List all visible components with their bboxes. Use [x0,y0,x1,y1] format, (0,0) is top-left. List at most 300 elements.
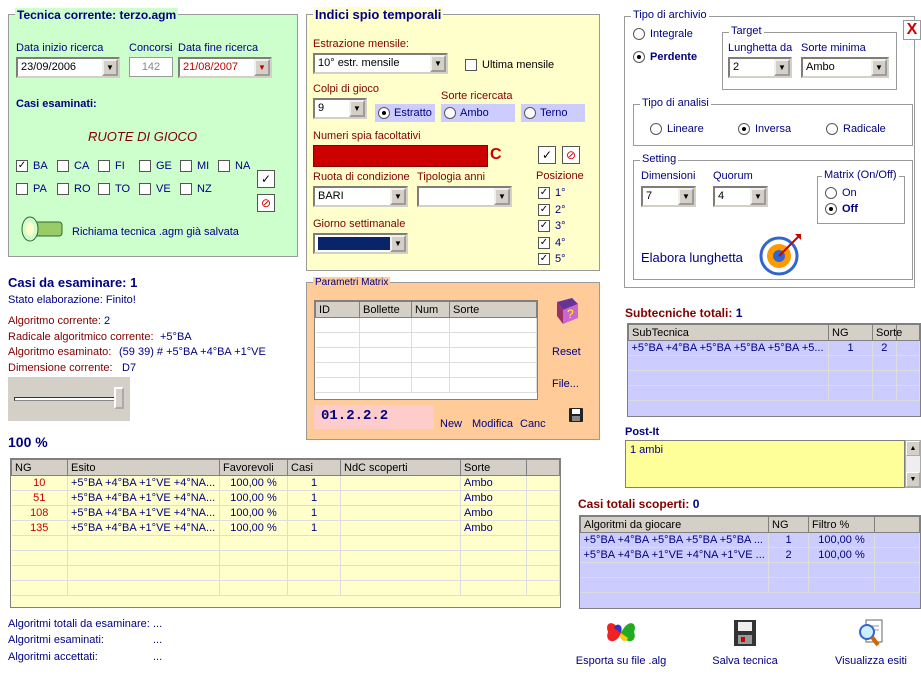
table-cell [341,476,461,491]
salva-label: Salva tecnica [712,655,778,667]
table-cell [829,371,873,386]
rad-value: +5°BA [160,331,192,343]
dimensioni-select[interactable] [641,186,696,207]
table-cell: +5°BA +4°BA +1°VE +4°NA... [68,476,220,491]
acc-label: Algoritmi accettati: [8,651,98,663]
table-cell: Ambo [461,521,527,536]
table-cell [581,578,769,593]
table-cell [220,551,288,566]
table-cell: +5°BA +4°BA +1°VE +4°NA +1°VE ... [581,548,769,563]
ruota-checkbox-mi[interactable] [180,160,192,172]
ruota-label: VE [156,183,171,195]
ruota-checkbox-ro[interactable] [57,183,69,195]
tot-value: ... [153,618,163,630]
table-cell: 1 [288,476,341,491]
table-cell [450,363,537,378]
table-row[interactable] [629,371,920,386]
table-cell [12,551,68,566]
salva-button[interactable] [700,618,790,670]
table-cell [68,581,220,596]
chevron-down-icon[interactable]: ▼ [390,235,406,252]
lunghetta-select[interactable] [728,57,792,78]
table-cell: 100,00 % [220,491,288,506]
check-icon: ✓ [260,172,272,186]
posizione-label: 3° [555,220,566,232]
colpi-select[interactable] [313,98,367,119]
modifica-button[interactable]: Modifica [472,418,513,430]
table-cell: 51 [12,491,68,506]
table-row[interactable] [316,333,537,348]
table-row[interactable] [316,378,537,393]
visualizza-label: Visualizza esiti [835,655,907,667]
postit-title: Post-It [625,426,660,438]
table-cell [769,578,809,593]
casi-da-esaminare: Casi da esaminare: 1 [8,275,138,290]
column-header[interactable]: NG [829,325,873,341]
table-cell [873,386,897,401]
chevron-down-icon[interactable]: ▼ [494,188,510,205]
tecnica-title: Tecnica corrente: terzo.agm [17,8,177,22]
table-cell [461,551,527,566]
posizione-label: 4° [555,236,566,249]
chevron-down-icon[interactable]: ▼ [349,100,365,117]
analisi-title: Tipo di analisi [642,97,709,109]
table-cell [629,371,829,386]
ruota-checkbox-na[interactable] [218,160,230,172]
column-header [875,517,920,533]
esporta-button[interactable] [575,618,667,670]
target-icon[interactable] [759,232,803,276]
alg-corr-label: Algoritmo corrente: [8,315,101,327]
estrazione-value: 10° estr. mensile [318,57,400,69]
column-header[interactable]: Num [412,302,450,318]
subtecniche-grid[interactable] [627,323,921,417]
dimensioni-value: 7 [646,190,653,202]
table-cell: 2 [769,548,809,563]
table-cell [896,341,920,356]
table-cell [288,581,341,596]
close-button[interactable] [903,20,921,40]
numeri-ok-button[interactable] [538,146,556,164]
table-cell [461,566,527,581]
table-cell [412,348,450,363]
sorte-radio[interactable] [444,107,456,119]
new-button[interactable]: New [440,418,463,430]
matrix-code: 01.2.2.2 [314,405,434,429]
table-row[interactable] [12,521,560,536]
scroll-up-icon[interactable]: ▲ [906,441,920,456]
estrazione-select[interactable] [313,53,448,74]
table-cell: 100,00 % [809,548,875,563]
table-cell [896,386,920,401]
prohibited-icon: ⊘ [565,148,577,162]
table-row[interactable] [581,578,920,593]
posizione-label: Posizione [536,170,584,182]
matrix-off-radio[interactable] [825,203,837,215]
posizione-label: 2° [555,203,566,216]
table-cell: +5°BA +4°BA +1°VE +4°NA... [68,506,220,521]
column-header[interactable]: Sorte [450,302,537,318]
table-cell [527,491,560,506]
posizione-checkbox[interactable]: ✓ [539,187,549,198]
analisi-radio-inversa[interactable] [738,123,750,135]
table-row[interactable] [629,341,920,356]
dim-value: D7 [122,362,137,374]
table-cell [316,333,360,348]
table-cell [450,348,537,363]
table-cell: +5°BA +4°BA +1°VE +4°NA... [68,491,220,506]
table-cell [873,371,897,386]
data-fine-input[interactable] [178,57,272,78]
table-cell [316,378,360,393]
ruota-checkbox-fi[interactable] [98,160,110,172]
table-cell [12,581,68,596]
postit-scrollbar[interactable] [905,440,921,488]
table-cell [809,578,875,593]
perdente-label: Perdente [650,51,698,63]
integrale-label: Integrale [650,28,693,40]
casi-tot-title-text: Casi totali scoperti: [578,497,690,511]
deselect-all-button[interactable] [257,194,275,212]
table-cell: 135 [12,521,68,536]
table-row[interactable] [12,551,560,566]
table-cell [875,578,920,593]
sorte-option-ambo[interactable] [441,104,515,122]
sorte-label: Estratto [394,107,432,119]
table-row[interactable] [12,476,560,491]
esam-label: Algoritmi esaminati: [8,634,104,646]
table-row[interactable] [12,491,560,506]
matrix-title: Parametri Matrix [315,277,389,288]
data-fine-value: 21/08/2007 [183,61,239,73]
ruota-label: NA [235,160,251,172]
chevron-down-icon[interactable]: ▼ [750,188,766,205]
table-row[interactable] [316,348,537,363]
quorum-label: Quorum [713,170,753,182]
ruota-checkbox-ba[interactable]: ✓ [17,160,27,171]
slider[interactable] [8,377,130,421]
chevron-down-icon[interactable]: ▼ [390,188,406,205]
ruote-title: RUOTE DI GIOCO [88,129,198,144]
ruota-label: GE [156,160,172,172]
book-icon[interactable] [552,296,582,326]
table-cell [12,566,68,581]
table-cell [629,356,829,371]
c-label: C [490,146,502,163]
ruota-label: CA [74,160,90,172]
alg-esam-label: Algoritmo esaminato: [8,346,112,358]
ruota-checkbox-pa[interactable] [16,183,28,195]
chevron-down-icon[interactable]: ▼ [102,59,118,76]
perdente-radio[interactable] [633,51,645,63]
table-row[interactable] [581,563,920,578]
table-cell [875,548,920,563]
table-cell [12,536,68,551]
table-cell [875,533,920,548]
posizione-checkbox[interactable]: ✓ [539,253,549,264]
sorte-min-value: Ambo [806,61,835,73]
sorte-option-terno[interactable] [521,104,585,122]
table-cell [316,318,360,333]
sorte-min-select[interactable] [801,57,889,78]
giorno-label: Giorno settimanale [313,218,406,230]
butterfly-icon [604,618,638,648]
dimensioni-label: Dimensioni [641,170,696,182]
table-cell: 1 [288,521,341,536]
table-row[interactable] [12,506,560,521]
ruota-cond-select[interactable] [313,186,408,207]
analisi-radio-lineare[interactable] [650,123,662,135]
table-cell [220,581,288,596]
giorno-select[interactable] [313,233,408,254]
table-cell: 1 [288,491,341,506]
matrix-on-radio[interactable] [825,187,837,199]
column-header[interactable]: Favorevoli [220,460,288,476]
matrix-onoff-group [817,169,905,224]
subtecniche-title [625,306,742,320]
quorum-select[interactable] [713,186,768,207]
table-row[interactable] [629,386,920,401]
table-cell [341,581,461,596]
table-cell [316,348,360,363]
table-cell [288,536,341,551]
estrazione-label: Estrazione mensile: [313,38,409,50]
posizione-label: 1° [555,187,566,199]
sorte-label: Terno [540,107,568,119]
table-cell [461,581,527,596]
elabora-label[interactable]: Elabora lunghetta [641,250,743,265]
ultima-checkbox[interactable] [465,59,477,71]
ruota-checkbox-ca[interactable] [57,160,69,172]
subtecniche-count: 1 [735,306,743,320]
colpi-label: Colpi di gioco [313,83,380,95]
table-row[interactable] [629,356,920,371]
file-button[interactable]: File... [552,378,579,390]
analisi-radio-radicale[interactable] [826,123,838,135]
posizione-checkbox[interactable]: ✓ [539,220,549,231]
table-row[interactable] [12,536,560,551]
column-header[interactable]: Casi [288,460,341,476]
sorte-radio[interactable] [378,107,390,119]
table-cell [412,378,450,393]
table-cell [341,551,461,566]
table-cell: 100,00 % [809,533,875,548]
matrix-off-label: Off [842,203,858,215]
table-cell: 10 [12,476,68,491]
table-cell [341,491,461,506]
scroll-down-icon[interactable]: ▼ [906,472,920,487]
table-cell [412,333,450,348]
table-cell [341,506,461,521]
chevron-down-icon[interactable]: ▼ [254,59,270,76]
table-cell [527,566,560,581]
table-row[interactable] [316,318,537,333]
colpi-value: 9 [318,102,325,114]
table-row[interactable] [12,581,560,596]
chevron-down-icon[interactable]: ▼ [430,55,446,72]
ruota-checkbox-ge[interactable] [139,160,151,172]
data-inizio-input[interactable] [16,57,120,78]
postit-textarea[interactable] [625,440,905,488]
results-grid[interactable] [10,458,561,608]
table-cell [629,386,829,401]
data-inizio-label: Data inizio ricerca [16,42,104,54]
canc-button[interactable]: Canc [520,418,546,430]
column-header[interactable]: Filtro % [809,517,875,533]
rad-label: Radicale algoritmico corrente: [8,331,154,343]
data-fine-label: Data fine ricerca [178,42,259,54]
table-cell [68,536,220,551]
table-cell [769,563,809,578]
table-cell: 1 [769,533,809,548]
table-cell [875,563,920,578]
magnifier-icon [856,618,886,648]
table-cell [450,333,537,348]
alg-esam-value: (59 39) # +5°BA +4°BA +1°VE [119,346,266,358]
ruota-cond-label: Ruota di condizione [313,171,410,183]
table-cell [68,566,220,581]
ruota-checkbox-to[interactable] [98,183,110,195]
numeri-clear-button[interactable] [562,146,580,164]
slider-thumb[interactable] [114,387,124,409]
postit-text: 1 ambi [630,444,664,456]
column-header [527,460,560,476]
table-cell [341,566,461,581]
ruota-label: BA [33,160,48,172]
richiama-link[interactable]: Richiama tecnica .agm già salvata [72,226,239,238]
table-cell [412,318,450,333]
table-cell: 108 [12,506,68,521]
data-inizio-value: 23/09/2006 [21,61,77,73]
svg-text:?: ? [567,307,574,321]
table-cell [450,378,537,393]
matrix-on-label: On [842,187,857,199]
table-cell [360,363,412,378]
sorte-option-estratto[interactable] [375,104,435,122]
matrix-grid[interactable] [314,300,538,400]
table-cell [360,378,412,393]
ruota-label: FI [115,160,125,172]
table-row[interactable] [316,363,537,378]
table-row[interactable] [12,566,560,581]
table-cell [288,566,341,581]
esam-value: ... [153,634,163,646]
dim-label: Dimensione corrente: [8,362,113,374]
table-row[interactable] [581,548,920,563]
close-icon: X [906,21,918,38]
table-cell: +5°BA +4°BA +5°BA +5°BA +5°BA +5... [629,341,829,356]
lunghetta-value: 2 [733,61,740,73]
ultima-label: Ultima mensile [482,59,555,71]
visualizza-button[interactable] [826,618,916,670]
numeri-spia-input[interactable] [313,145,488,167]
table-cell [360,333,412,348]
ruota-cond-value: BARI [318,190,344,202]
ruota-label: NZ [197,183,212,195]
tipologia-label: Tipologia anni [417,171,486,183]
sorte-label: Ambo [460,107,489,119]
alg-corr-value: 2 [104,315,111,327]
column-header[interactable]: ID [316,302,360,318]
chevron-down-icon[interactable]: ▼ [678,188,694,205]
ruota-checkbox-nz[interactable] [180,183,192,195]
table-row[interactable] [581,533,920,548]
column-header[interactable]: NG [769,517,809,533]
table-cell [896,356,920,371]
column-header[interactable]: Sorte [873,325,897,341]
posizione-checkbox[interactable]: ✓ [539,203,549,215]
column-header[interactable]: SubTecnica [629,325,829,341]
column-header[interactable]: NG [12,460,68,476]
table-cell [341,536,461,551]
flashlight-icon[interactable] [18,214,66,244]
analisi-label: Inversa [755,123,792,135]
ruota-label: RO [74,183,91,195]
table-cell [220,566,288,581]
save-disk-icon [732,618,758,648]
table-cell: Ambo [461,476,527,491]
select-all-button[interactable] [257,170,275,188]
casi-esaminati-label: Casi esaminati: [16,98,97,110]
ruota-label: PA [33,183,47,195]
reset-button[interactable]: Reset [552,346,581,358]
table-cell [220,536,288,551]
ruota-checkbox-ve[interactable] [139,183,151,195]
table-cell [581,563,769,578]
analisi-label: Radicale [843,123,886,135]
floppy-icon[interactable] [569,408,583,422]
lunghetta-label: Lunghetta da [728,42,793,54]
ruota-label: MI [197,160,210,172]
ruota-label: TO [115,183,131,195]
table-cell [809,563,875,578]
table-cell [461,536,527,551]
posizione-checkbox[interactable]: ✓ [539,236,549,248]
tipologia-select[interactable] [417,186,512,207]
table-cell [873,356,897,371]
table-cell [360,348,412,363]
setting-title: Setting [642,153,677,165]
table-cell [896,371,920,386]
chevron-down-icon[interactable]: ▼ [774,59,790,76]
column-header[interactable]: NdC scoperti [341,460,461,476]
table-cell: +5°BA +4°BA +1°VE +4°NA... [68,521,220,536]
integrale-radio[interactable] [633,28,645,40]
target-title: Target [731,25,762,37]
column-header[interactable]: Sorte [461,460,527,476]
table-cell [316,363,360,378]
table-cell: 1 [829,341,873,356]
quorum-value: 4 [718,190,725,202]
casi-tot-title [578,497,699,511]
casi-tot-grid[interactable] [579,515,921,609]
analisi-label: Lineare [667,123,704,135]
acc-value: ... [153,651,163,663]
table-cell [450,318,537,333]
table-cell [829,356,873,371]
prohibited-icon: ⊘ [260,196,272,210]
table-cell [68,551,220,566]
column-header[interactable]: Bollette [360,302,412,318]
column-header[interactable]: Esito [68,460,220,476]
table-cell: 2 [873,341,897,356]
table-cell: 100,00 % [220,521,288,536]
check-icon: ✓ [541,148,553,162]
column-header[interactable]: Algoritmi da giocare [581,517,769,533]
tot-label: Algoritmi totali da esaminare: [8,618,150,630]
sorte-radio[interactable] [524,107,536,119]
chevron-down-icon[interactable]: ▼ [871,59,887,76]
